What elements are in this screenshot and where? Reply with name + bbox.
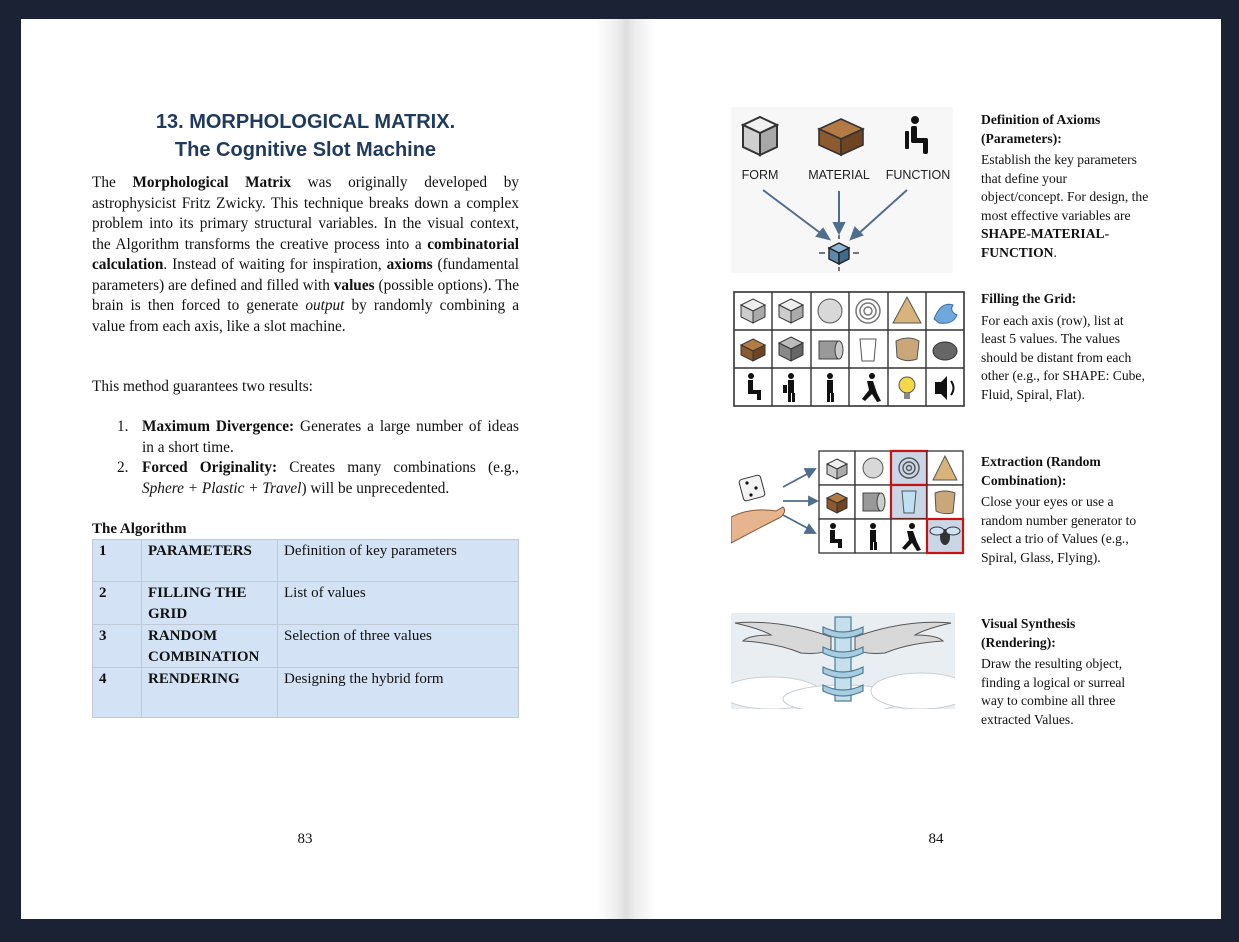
bold-text: combinatorial calculation [92,235,519,273]
bold-text: Morphological Matrix [132,174,291,191]
function-label: FUNCTION [885,168,951,182]
table-row [93,582,519,625]
guarantee-text: This method guarantees two results: [92,378,313,395]
sphere-icon [818,299,842,323]
cylinder-icon [819,341,843,359]
page-number-left: 83 [297,831,313,847]
result-example: Sphere + Plastic + Travel [142,479,302,497]
values-grid-figure [731,289,967,409]
table-row [93,625,519,668]
center-cube-icon [829,243,849,264]
section-extraction [981,453,1151,567]
bold-text: SHAPE-MATERIAL-FUNCTION [981,226,1110,260]
step-number: 4 [93,668,142,718]
bold-text: axioms [386,256,433,273]
result-text: Generates a large number of ideas in a short time. [142,418,519,456]
text-run: For each axis (row), list at least 5 values. The values should be distant from each other (e.g., for SHAPE: Cube, Fluid, Spiral, Flat). [981,312,1145,402]
section-body [981,151,1151,262]
text-run: Close your eyes or use a random number generator to select a trio of Values (e.g., Spiral, Glass, Flying). [981,494,1137,565]
text-run: . Instead of waiting for inspiration, [163,256,387,273]
step-description: Definition of key parameters [278,540,519,582]
step-name: RANDOM COMBINATION [142,625,278,668]
text-run: Establish the key parameters that define your object/concept. For design, the most effective variables are [981,152,1149,223]
axioms-figure [731,107,953,273]
result-text-tail: ) will be unprecedented. [301,479,450,497]
cloth-icon [935,491,955,514]
section-body [981,493,1151,567]
text-run: Draw the resulting object, finding a logical or surreal way to combine all three extracted Values. [981,656,1126,727]
left-page [21,19,621,919]
step-name: PARAMETERS [142,540,278,582]
cube-icon [827,459,847,479]
italic-text: output [305,297,345,314]
hand-icon [731,507,785,543]
cube-icon [743,117,777,155]
result-number: 2. [117,459,129,476]
result-label: Forced Originality: [142,459,278,476]
text-run: . [1053,244,1057,260]
step-number: 2 [93,582,142,625]
result-number: 1. [117,418,129,435]
text-run: The [92,174,133,191]
text-run: was originally developed by astrophysicist Fritz Zwicky. This technique breaks down a complex problem into its primary structural variables. In the visual context, the Algorithm transforms the creative process into a [92,174,519,253]
text-run: (possible options). The brain is then forced to generate [92,276,519,314]
section-grid [981,290,1151,404]
section-heading: Filling the Grid: [981,291,1077,306]
section-rendering [981,615,1151,729]
table-row [93,668,519,718]
intro-paragraph [92,173,519,337]
result-item [117,458,519,499]
chapter-subtitle: The Cognitive Slot Machine [174,139,437,161]
text-run: by randomly combining a value from each axis, like a slot machine. [92,297,519,335]
result-text: Creates many combinations (e.g., [277,459,520,476]
cylinder-icon [863,493,885,511]
result-item [117,417,519,458]
results-list [117,417,519,499]
table-row [93,540,519,582]
form-label: FORM [741,168,779,182]
step-number: 3 [93,625,142,668]
section-axioms [981,111,1151,262]
cloth-icon [896,338,919,361]
right-page [621,19,1221,919]
section-heading: Visual Synthesis (Rendering): [981,616,1076,650]
step-name: RENDERING [142,668,278,718]
extraction-figure [731,447,967,563]
bold-text: values [333,276,375,294]
section-body [981,655,1151,729]
rendering-figure [731,613,955,709]
wood-block-icon [827,493,847,513]
text-run: (fundamental parameters) are defined and filled with [92,256,519,294]
section-heading: Definition of Axioms (Parameters): [981,112,1101,146]
step-name: FILLING THE GRID [142,582,278,625]
dice-icon [739,475,766,502]
glass-icon [860,339,876,361]
step-description: Selection of three values [278,625,519,668]
algorithm-title: The Algorithm [92,521,187,537]
chapter-title: 13. MORPHOLOGICAL MATRIX. [155,111,456,133]
page-number-right: 84 [928,831,944,847]
section-body [981,312,1151,405]
result-label: Maximum Divergence: [142,418,295,435]
sphere-icon [863,458,883,478]
material-label: MATERIAL [808,168,870,182]
book-spread [21,19,1221,919]
step-number: 1 [93,540,142,582]
step-description: List of values [278,582,519,625]
section-heading: Extraction (Random Combination): [981,454,1101,488]
algorithm-table [92,539,519,718]
glass-icon [902,491,916,513]
rock-icon [933,342,957,360]
step-description: Designing the hybrid form [278,668,519,718]
